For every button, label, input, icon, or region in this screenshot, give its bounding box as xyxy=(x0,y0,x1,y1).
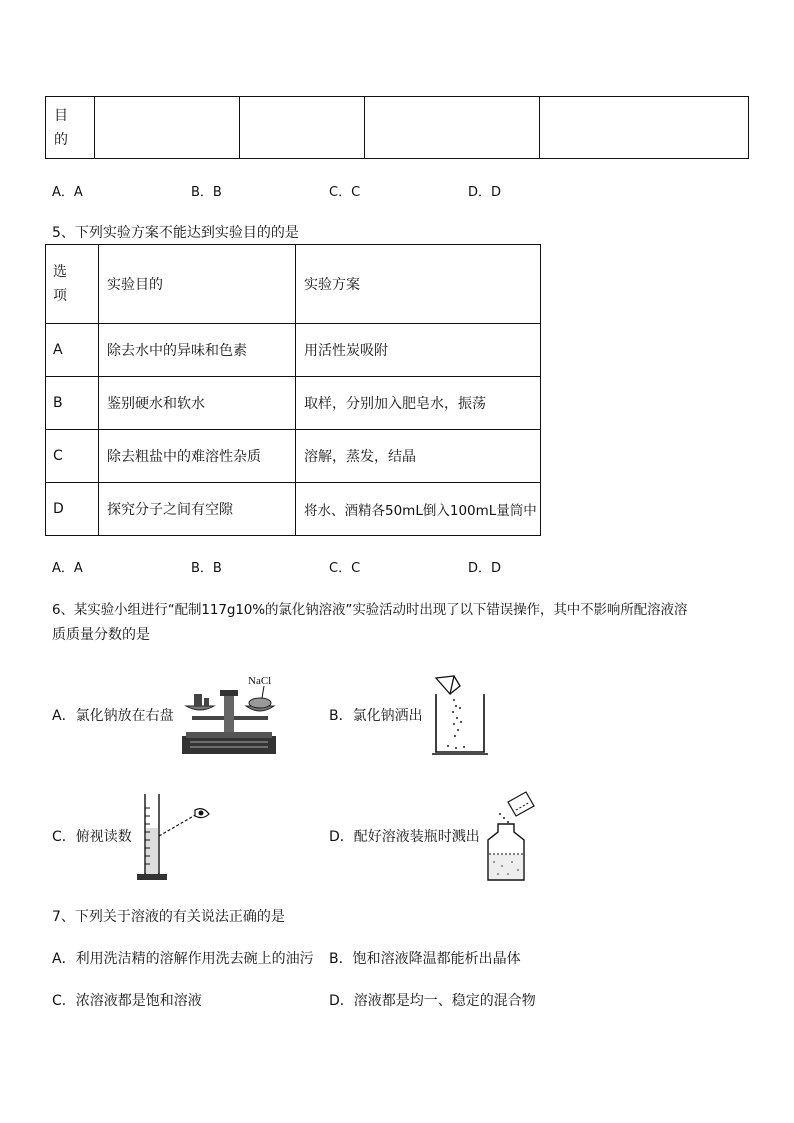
top-table-first-cell-line-2: 的 xyxy=(54,131,68,148)
q5-row-plan: 将水、酒精各50mL倒入100mL量筒中 xyxy=(296,483,541,536)
q5-stem: 5、下列实验方案不能达到实验目的的是 xyxy=(52,225,299,241)
q5-option-b[interactable]: B．B xyxy=(191,561,222,576)
q5-option-c[interactable]: C．C xyxy=(329,561,361,576)
top-table-cell xyxy=(540,97,749,159)
balance-nacl-label: NaCl xyxy=(248,675,272,687)
top-table-first-cell-line-1: 目 xyxy=(54,107,68,124)
q6-stem-line-2: 质质量分数的是 xyxy=(52,627,150,643)
q5-row-option: A xyxy=(46,324,99,377)
q6-stem-line-1: 6、某实验小组进行“配制117g10%的氯化钠溶液”实验活动时出现了以下错误操作，其中不影响所配溶液溶 xyxy=(52,602,688,618)
q5-option-a[interactable]: A．A xyxy=(52,561,83,576)
q6-option-b-label[interactable]: B．氯化钠洒出 xyxy=(329,708,423,724)
top-table-first-cell xyxy=(46,97,95,159)
q5-row-option: B xyxy=(46,377,99,430)
q5-row-goal: 除去粗盐中的难溶性杂质 xyxy=(99,430,296,483)
q5-header-goal: 实验目的 xyxy=(99,245,296,324)
q5-row-goal: 除去水中的异味和色素 xyxy=(99,324,296,377)
q6-option-a-label[interactable]: A．氯化钠放在右盘 xyxy=(52,708,174,724)
q7-option-c[interactable]: C．浓溶液都是饱和溶液 xyxy=(52,993,202,1009)
beaker-spill-figure xyxy=(428,672,492,758)
bottle-splash-figure xyxy=(482,788,538,884)
cylinder-eye-figure xyxy=(135,792,215,884)
top-table-cell xyxy=(240,97,365,159)
q7-stem: 7、下列关于溶液的有关说法正确的是 xyxy=(52,909,285,925)
q7-option-a[interactable]: A．利用洗洁精的溶解作用洗去碗上的油污 xyxy=(52,951,314,967)
q5-option-d[interactable]: D．D xyxy=(468,561,502,576)
q4-option-b[interactable]: B．B xyxy=(191,185,222,200)
q4-option-c[interactable]: C．C xyxy=(329,185,361,200)
q5-header-plan: 实验方案 xyxy=(296,245,541,324)
q5-row-goal: 鉴别硬水和软水 xyxy=(99,377,296,430)
q7-option-d[interactable]: D．溶液都是均一、稳定的混合物 xyxy=(329,993,536,1009)
q7-option-b[interactable]: B．饱和溶液降温都能析出晶体 xyxy=(329,951,521,967)
q5-row-goal: 探究分子之间有空隙 xyxy=(99,483,296,536)
q6-option-c-label[interactable]: C．俯视读数 xyxy=(52,829,132,845)
q5-header-option xyxy=(46,245,99,324)
q5-header-option-line-1: 选 xyxy=(53,264,67,280)
q5-row-plan: 溶解，蒸发，结晶 xyxy=(296,430,541,483)
top-table-cell xyxy=(95,97,240,159)
top-table xyxy=(45,96,749,159)
top-table-cell xyxy=(365,97,540,159)
q5-table xyxy=(45,244,541,536)
q5-row-option: D xyxy=(46,483,99,536)
q5-row-plan: 用活性炭吸附 xyxy=(296,324,541,377)
q4-option-d[interactable]: D．D xyxy=(468,185,502,200)
q6-option-d-label[interactable]: D．配好溶液装瓶时溅出 xyxy=(329,829,480,845)
q5-row-plan: 取样，分别加入肥皂水，振荡 xyxy=(296,377,541,430)
balance-figure xyxy=(180,672,280,758)
q4-option-a[interactable]: A．A xyxy=(52,185,83,200)
q5-header-option-line-2: 项 xyxy=(53,288,67,304)
q5-row-option: C xyxy=(46,430,99,483)
